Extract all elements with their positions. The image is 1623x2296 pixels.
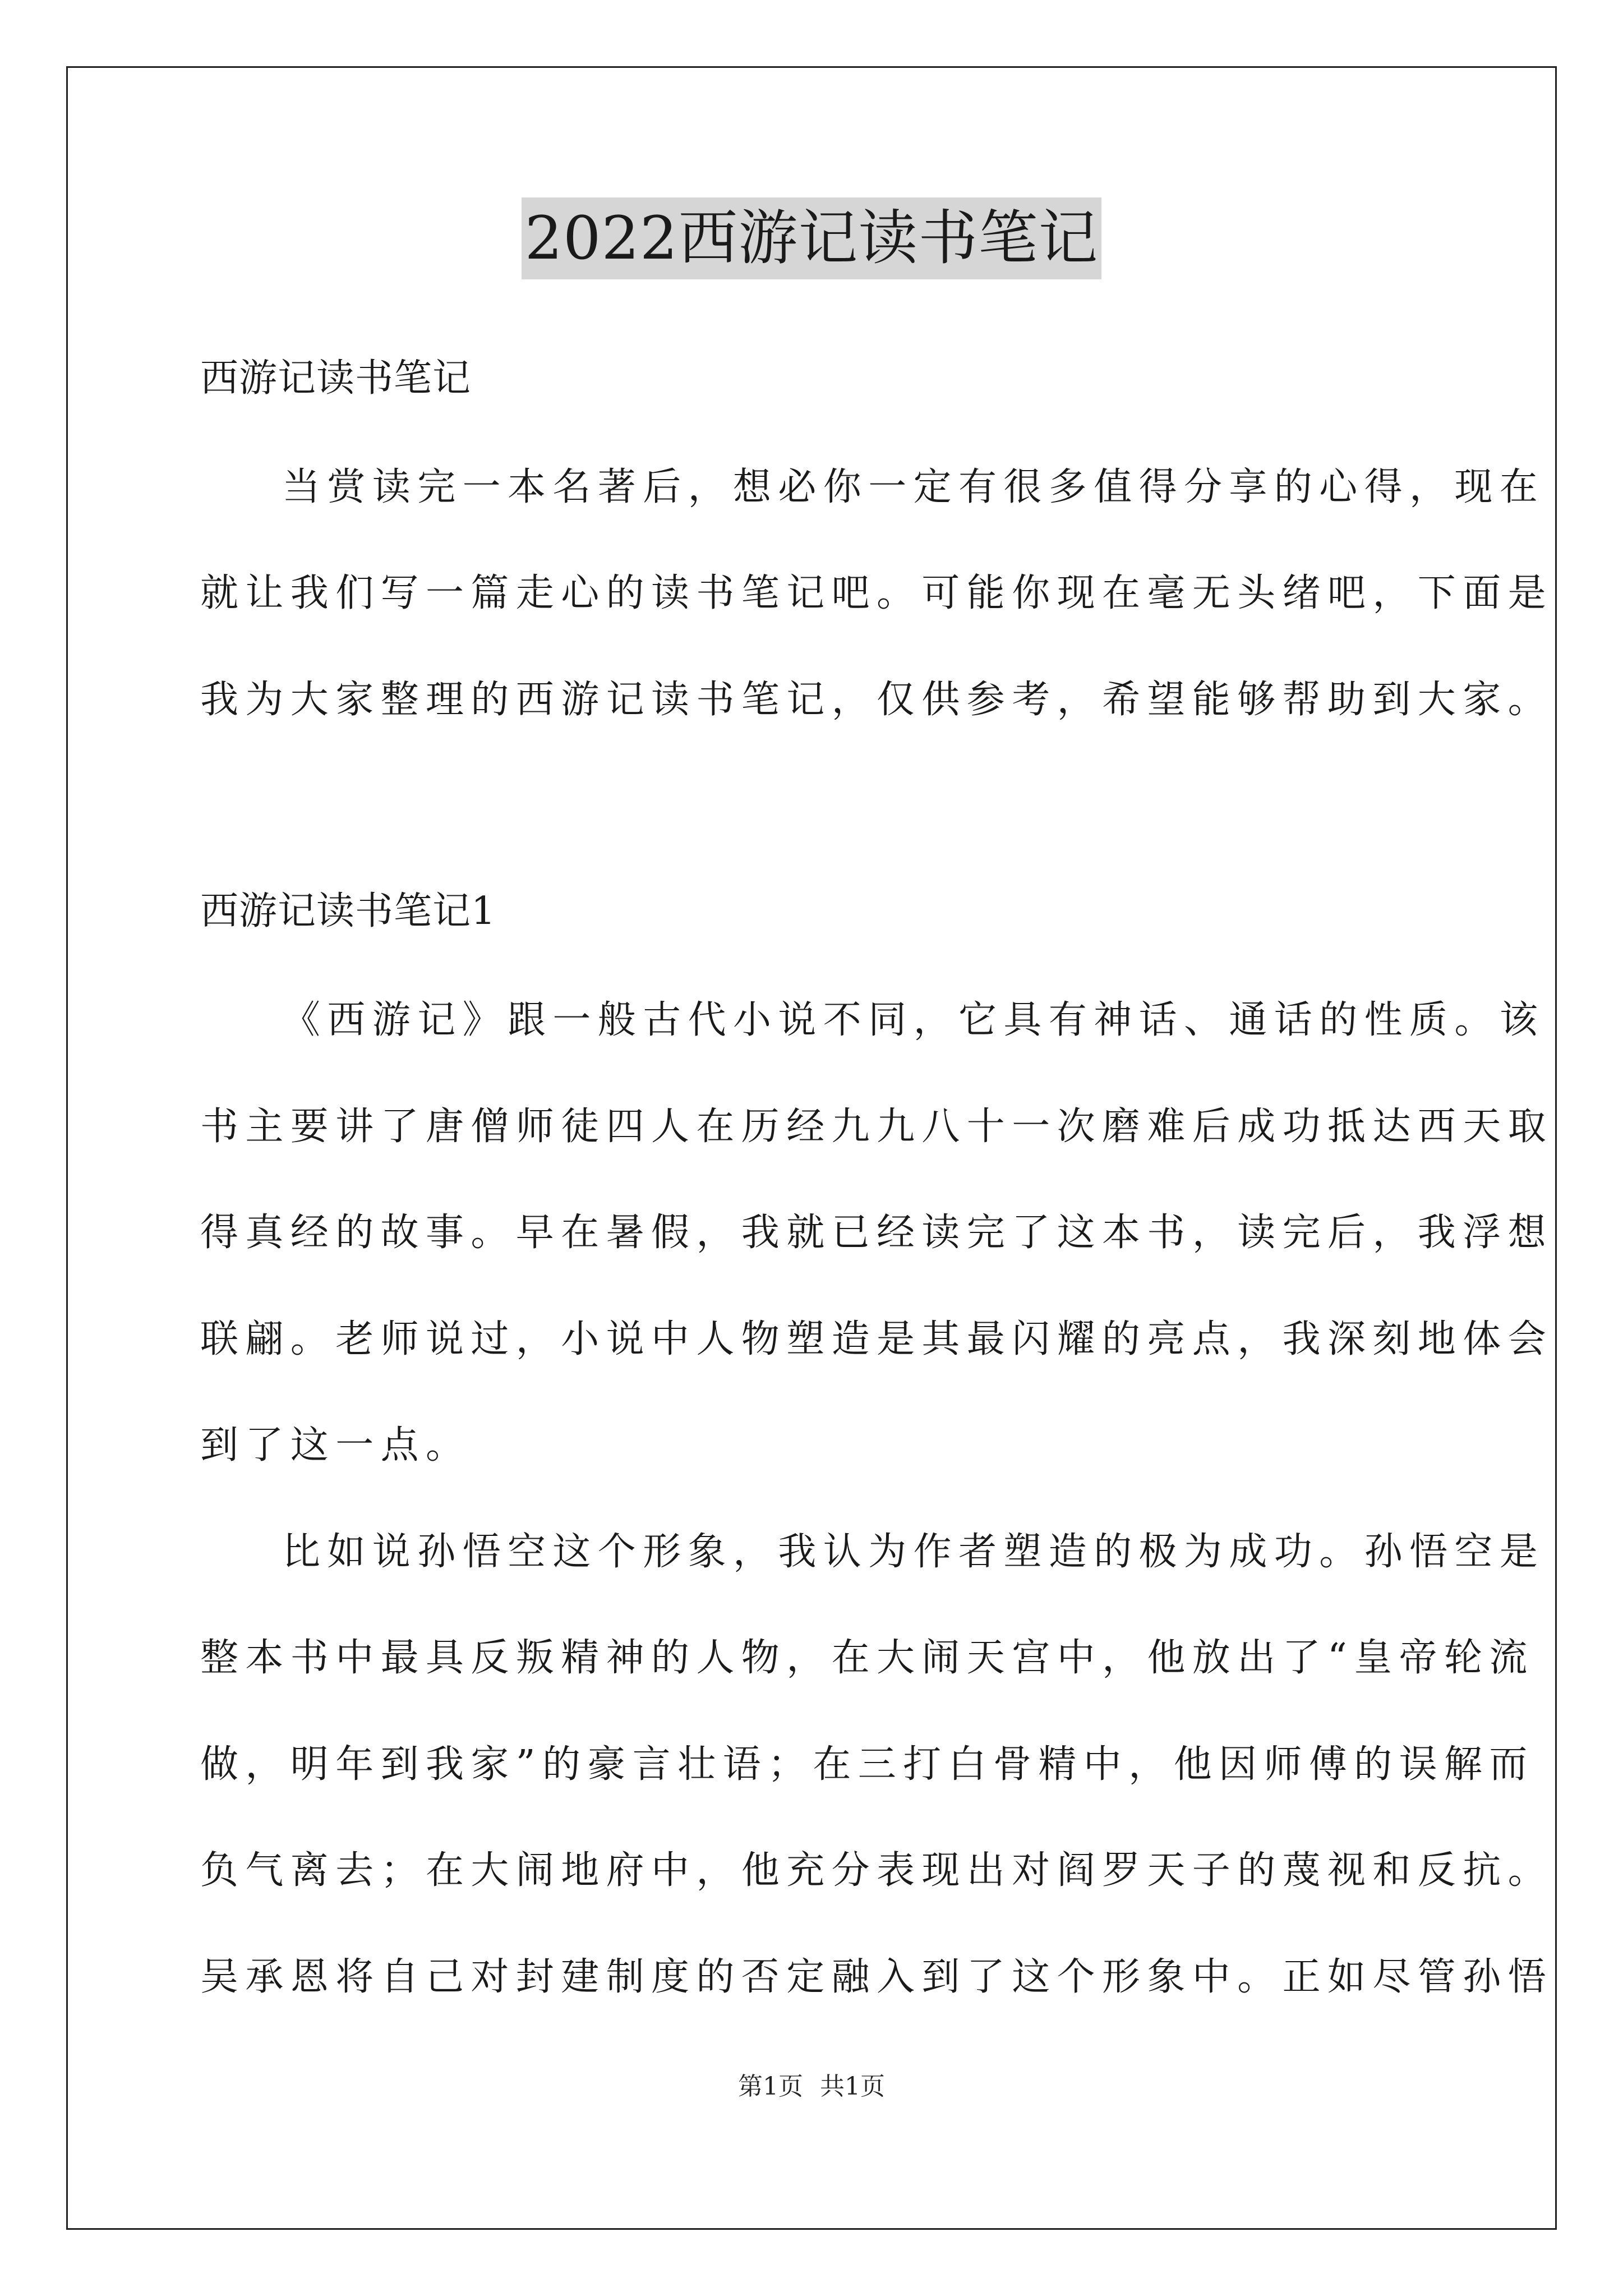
page-footer <box>0 2070 1623 2104</box>
intro-line: 就让我们写一篇走心的读书笔记吧。可能你现在毫无头绪吧，下面是 <box>200 571 1553 615</box>
intro-line: 当赏读完一本名著后，想必你一定有很多值得分享的心得，现在 <box>282 465 1545 509</box>
paragraph-line: 书主要讲了唐僧师徒四人在历经九九八十一次磨难后成功抵达西天取 <box>200 1105 1553 1149</box>
document-title: 2022西游记读书笔记 <box>522 197 1102 279</box>
title-container <box>0 197 1623 279</box>
section-heading: 西游记读书笔记1 <box>200 889 496 933</box>
paragraph-line: 做，明年到我家”的豪言壮语；在三打白骨精中，他因师傅的误解而 <box>200 1742 1534 1787</box>
paragraph-line: 《西游记》跟一般古代小说不同，它具有神话、通话的性质。该 <box>282 998 1545 1042</box>
page-total: 共1页 <box>820 2072 885 2101</box>
paragraph-line: 比如说孙悟空这个形象，我认为作者塑造的极为成功。孙悟空是 <box>282 1530 1545 1574</box>
paragraph-line: 负气离去；在大闹地府中，他充分表现出对阎罗天子的蔑视和反抗。 <box>200 1848 1553 1893</box>
document-subtitle: 西游记读书笔记 <box>200 356 472 401</box>
paragraph-line: 到了这一点。 <box>200 1423 471 1467</box>
paragraph-line: 整本书中最具反叛精神的人物，在大闹天宫中，他放出了“皇帝轮流 <box>200 1636 1534 1680</box>
page-number: 第1页 <box>738 2072 803 2101</box>
paragraph-line: 吴承恩将自己对封建制度的否定融入到了这个形象中。正如尽管孙悟 <box>200 1955 1553 1999</box>
paragraph-line: 联翩。老师说过，小说中人物塑造是其最闪耀的亮点，我深刻地体会 <box>200 1317 1553 1361</box>
intro-line: 我为大家整理的西游记读书笔记，仅供参考，希望能够帮助到大家。 <box>200 678 1553 722</box>
paragraph-line: 得真经的故事。早在暑假，我就已经读完了这本书，读完后，我浮想 <box>200 1211 1553 1255</box>
